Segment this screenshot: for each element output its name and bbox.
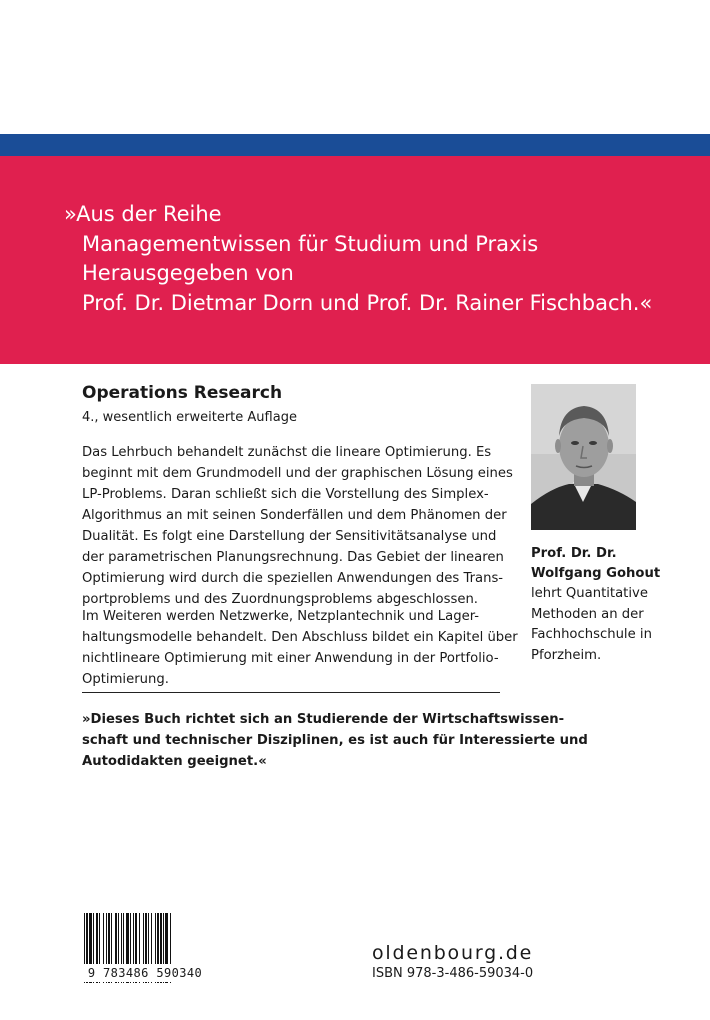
description-paragraph-1: [82, 442, 513, 610]
author-name-line: Wolfgang Gohout: [531, 566, 661, 581]
series-line-2: Managementwissen für Studium und Praxis: [82, 231, 539, 256]
text-line: LP-Problems. Daran schließt sich die Vorstellung des Simplex-: [82, 487, 489, 502]
text-line: Das Lehrbuch behandelt zunächst die lineare Optimierung. Es: [82, 445, 492, 460]
target-audience-quote: [82, 709, 588, 772]
series-line-1: »Aus der Reihe: [64, 202, 222, 226]
author-name: [531, 544, 660, 584]
series-line-4: Prof. Dr. Dietmar Dorn und Prof. Dr. Rainer Fischbach.«: [82, 290, 653, 315]
divider: [82, 692, 500, 693]
author-name-line: Prof. Dr. Dr.: [531, 546, 617, 561]
quote-line: Autodidakten geeignet.«: [82, 754, 267, 769]
text-line: nichtlineare Optimierung mit einer Anwendung in der Portfolio-: [82, 651, 499, 666]
author-desc-line: Methoden an der: [531, 606, 644, 622]
text-line: beginnt mit dem Grundmodell und der graphischen Lösung eines: [82, 466, 513, 481]
publisher-website: oldenbourg.de: [372, 942, 534, 964]
text-line: haltungsmodelle behandelt. Den Abschluss bildet ein Kapitel über: [82, 630, 518, 645]
text-line: Optimierung.: [82, 672, 169, 687]
text-line: Optimierung wird durch die speziellen Anwendungen des Trans-: [82, 571, 504, 586]
series-info: [64, 200, 704, 318]
text-line: portproblems und des Zuordnungsproblems abgeschlossen.: [82, 592, 479, 607]
author-photo: [531, 384, 636, 530]
text-line: Algorithmus an mit seinen Sonderfällen und dem Phänomen der: [82, 508, 507, 523]
quote-line: »Dieses Buch richtet sich an Studierende der Wirtschaftswissen-: [82, 712, 565, 727]
series-line-3: Herausgegeben von: [82, 261, 294, 285]
text-line: der parametrischen Planungsrechnung. Das Gebiet der linearen: [82, 550, 504, 565]
author-desc-line: lehrt Quantitative: [531, 586, 648, 601]
author-desc-line: Fachhochschule in: [531, 627, 652, 642]
book-edition: 4., wesentlich erweiterte Auflage: [82, 410, 297, 425]
book-title: Operations Research: [82, 383, 283, 403]
top-blue-bar: [0, 134, 710, 156]
isbn-number: ISBN 978-3-486-59034-0: [372, 966, 534, 981]
description-paragraph-2: [82, 606, 518, 690]
author-desc-line: Pforzheim.: [531, 647, 602, 663]
quote-line: schaft und technischer Disziplinen, es ist auch für Interessierte und: [82, 733, 588, 748]
text-line: Im Weiteren werden Netzwerke, Netzplantechnik und Lager-: [82, 609, 480, 624]
barcode-digits: 9 783486 590340: [82, 964, 208, 982]
author-description: [531, 584, 681, 666]
text-line: Dualität. Es folgt eine Darstellung der Sensitivitätsanalyse und: [82, 529, 497, 544]
